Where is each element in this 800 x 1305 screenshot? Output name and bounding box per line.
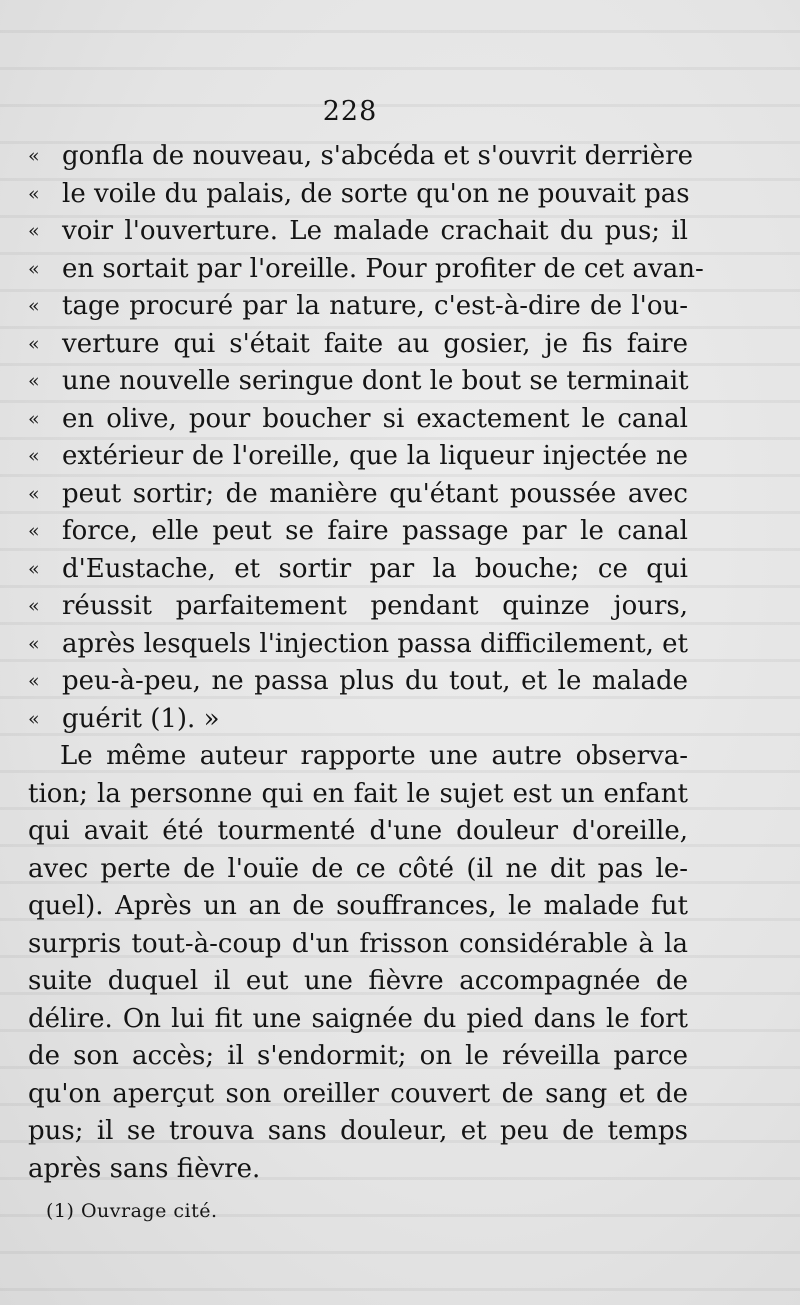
paragraph-line: après sans fièvre.: [28, 1153, 261, 1184]
quoted-line: [28, 288, 688, 326]
quote-mark: «: [28, 370, 40, 392]
quoted-line: [28, 176, 688, 214]
quoted-line: [28, 626, 688, 664]
line-text: en olive, pour boucher si exactement le canal: [62, 403, 688, 434]
paragraph-line: avec perte de l'ouïe de ce côté (il ne dit pas le-: [28, 853, 688, 884]
paragraph-line: délire. On lui fit une saignée du pied dans le fort: [28, 1003, 688, 1034]
paragraph-line: suite duquel il eut une fièvre accompagnée de: [28, 966, 688, 996]
line-text: gonfla de nouveau, s'abcéda et s'ouvrit derrière: [62, 141, 693, 171]
line-text: extérieur de l'oreille, que la liqueur injectée ne: [62, 441, 688, 471]
quote-mark: «: [28, 295, 40, 317]
quoted-line: [28, 326, 688, 364]
footnote: (1) Ouvrage cité.: [46, 1200, 218, 1222]
quoted-line: [28, 588, 688, 626]
quoted-line: [28, 401, 688, 439]
quoted-line: [28, 663, 688, 701]
page-number: 228: [322, 96, 378, 127]
quoted-line: [28, 513, 688, 551]
text-block: [28, 138, 704, 1188]
line-text: force, elle peut se faire passage par le canal: [62, 516, 688, 546]
quote-mark: «: [28, 707, 40, 730]
quoted-line: [28, 476, 688, 514]
line-text: guérit (1). »: [62, 703, 220, 734]
quoted-line: [28, 701, 688, 739]
quoted-line: [28, 213, 688, 251]
quote-mark: «: [28, 407, 40, 430]
line-text: verture qui s'était faite au gosier, je fis faire: [62, 328, 688, 359]
quote-mark: «: [28, 182, 40, 205]
line-text: voir l'ouverture. Le malade crachait du pus; il: [62, 216, 688, 246]
paragraph-line: pus; il se trouva sans douleur, et peu de temps: [28, 1116, 688, 1146]
paragraph-line: Le même auteur rapporte une autre observa-: [60, 741, 688, 771]
quote-mark: «: [28, 632, 40, 655]
paragraph-line: qu'on aperçut son oreiller couvert de sang et de: [28, 1078, 688, 1109]
quote-mark: «: [28, 220, 40, 242]
line-text: tage procuré par la nature, c'est-à-dire de l'ou-: [62, 291, 688, 321]
quoted-line: [28, 551, 688, 589]
line-text: réussit parfaitement pendant quinze jours,: [62, 591, 688, 621]
quote-mark: «: [28, 595, 40, 617]
line-text: une nouvelle seringue dont le bout se terminait: [62, 366, 689, 396]
line-text: d'Eustache, et sortir par la bouche; ce qui: [62, 553, 688, 584]
quote-mark: «: [28, 557, 40, 580]
paragraph-line: quel). Après un an de souffrances, le malade fut: [28, 891, 688, 921]
quote-mark: «: [28, 257, 40, 280]
quote-mark: «: [28, 145, 40, 167]
paragraph-line: qui avait été tourmenté d'une douleur d'oreille,: [28, 816, 688, 846]
quote-mark: «: [28, 332, 40, 355]
quote-mark: «: [28, 445, 40, 467]
quote-mark: «: [28, 670, 40, 692]
paragraph-line: tion; la personne qui en fait le sujet est un enfant: [28, 778, 688, 809]
paragraph-line: de son accès; il s'endormit; on le réveilla parce: [28, 1041, 688, 1071]
quote-mark: «: [28, 520, 40, 542]
quoted-line: [28, 138, 693, 176]
line-text: peu-à-peu, ne passa plus du tout, et le malade: [62, 666, 688, 696]
quote-mark: «: [28, 482, 40, 505]
line-text: le voile du palais, de sorte qu'on ne pouvait pas: [62, 178, 690, 209]
quoted-line: [28, 251, 704, 289]
line-text: peut sortir; de manière qu'étant poussée avec: [62, 478, 688, 509]
paragraph-line: surpris tout-à-coup d'un frisson considérable à la: [28, 928, 688, 959]
line-text: après lesquels l'injection passa difficilement, et: [62, 628, 688, 659]
quoted-line: [28, 438, 688, 476]
line-text: en sortait par l'oreille. Pour profiter de cet avan-: [62, 253, 704, 284]
quoted-line: [28, 363, 688, 401]
